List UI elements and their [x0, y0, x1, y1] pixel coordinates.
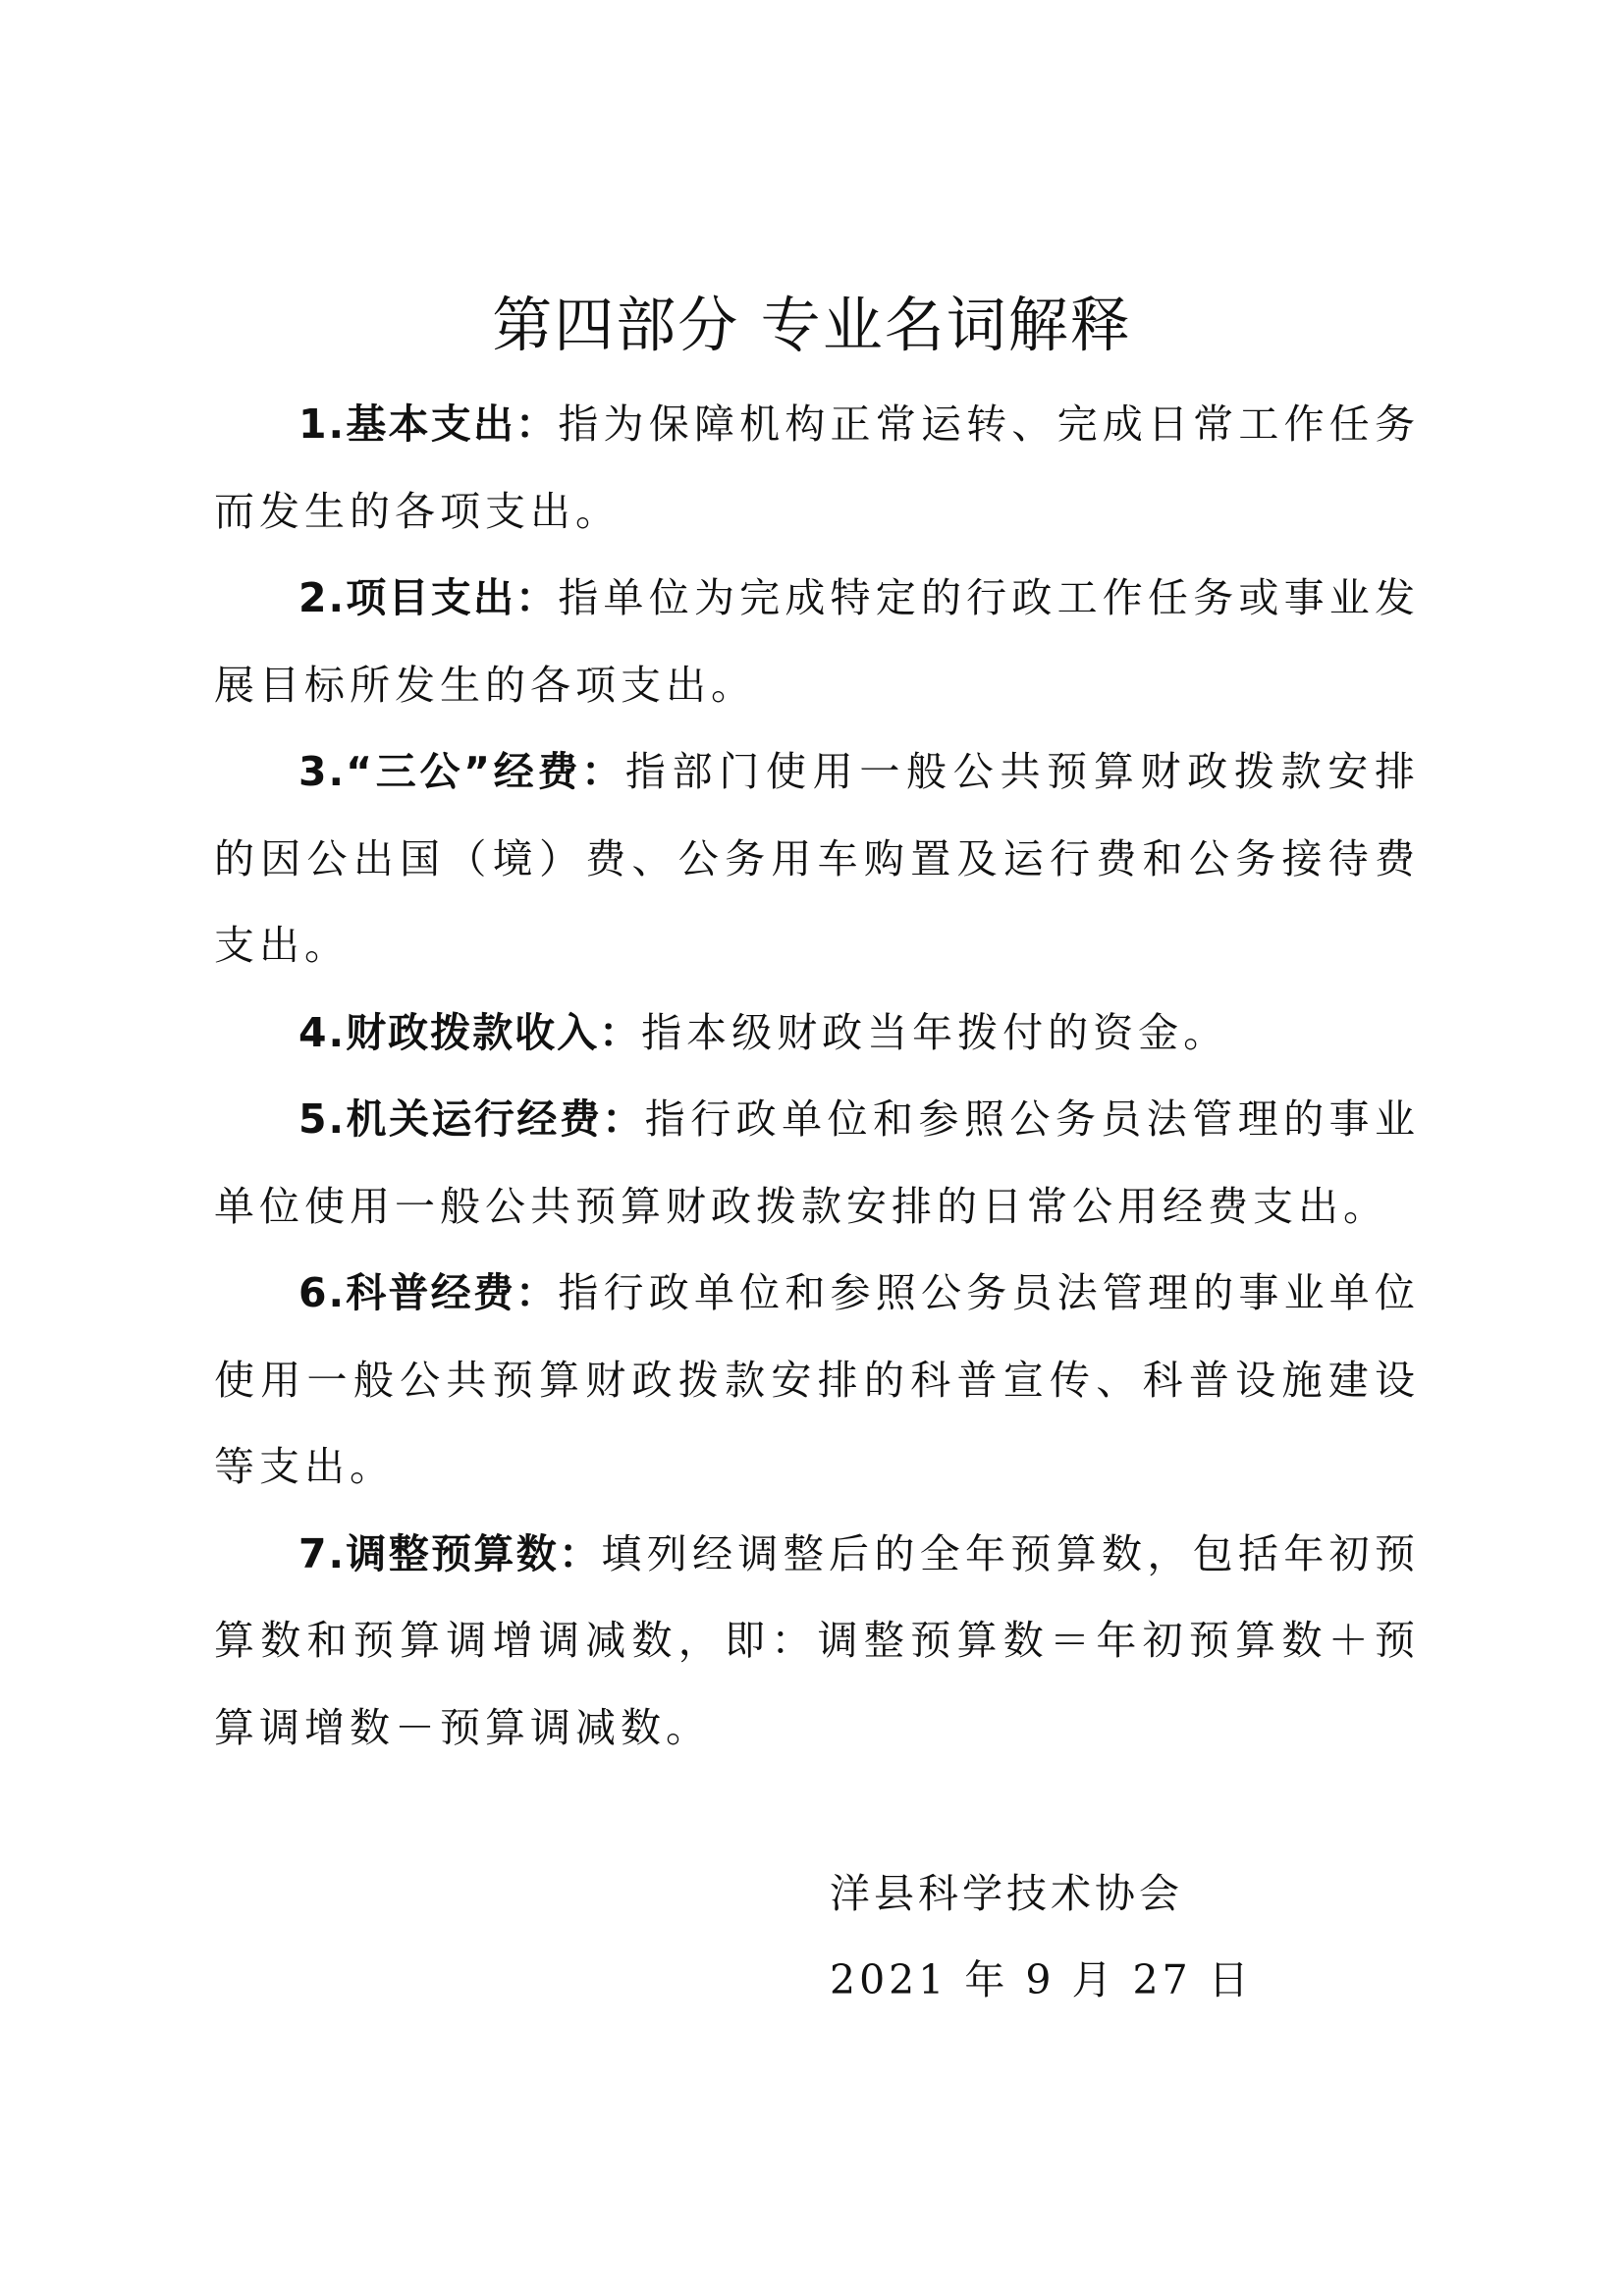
- glossary-item-6: [214, 1250, 1420, 1511]
- signature-organization: 洋县科学技术协会: [830, 1870, 1183, 1917]
- glossary-item-1: [214, 381, 1420, 555]
- glossary-term: 7.调整预算数：: [298, 1529, 602, 1577]
- glossary-item-2: [214, 555, 1420, 728]
- page-title: 第四部分 专业名词解释: [492, 291, 1132, 360]
- glossary-term: 4.财政拨款收入：: [298, 1008, 642, 1056]
- glossary-term: 5.机关运行经费：: [298, 1095, 645, 1143]
- glossary-definition: 填列经调整后的全年预算数，包括年初预算数和预算调增调减数，即：调整预算数＝年初预算数＋预算调增数－预算调减数。: [214, 1529, 1420, 1751]
- glossary-item-5: [214, 1076, 1420, 1250]
- glossary-item-3: [214, 728, 1420, 989]
- glossary-body: [214, 381, 1420, 1771]
- glossary-term: 1.基本支出：: [298, 400, 559, 448]
- glossary-definition: 指单位为完成特定的行政工作任务或事业发展目标所发生的各项支出。: [214, 574, 1420, 709]
- glossary-term: 6.科普经费：: [298, 1269, 559, 1316]
- glossary-item-7: [214, 1511, 1420, 1772]
- glossary-definition: 指本级财政当年拨付的资金。: [641, 1008, 1229, 1056]
- signature-date: 2021 年 9 月 27 日: [830, 1956, 1253, 2003]
- glossary-term: 3.“三公”经费：: [298, 748, 625, 795]
- glossary-definition: 指部门使用一般公共预算财政拨款安排的因公出国（境）费、公务用车购置及运行费和公务接待费支出。: [214, 748, 1421, 969]
- glossary-item-4: [214, 989, 1420, 1077]
- glossary-term: 2.项目支出：: [298, 574, 559, 621]
- signature-block: [830, 1850, 1253, 2023]
- glossary-definition: 指行政单位和参照公务员法管理的事业单位使用一般公共预算财政拨款安排的日常公用经费支出。: [214, 1095, 1420, 1230]
- glossary-definition: 指行政单位和参照公务员法管理的事业单位使用一般公共预算财政拨款安排的科普宣传、科普设施建设等支出。: [214, 1269, 1420, 1490]
- glossary-definition: 指为保障机构正常运转、完成日常工作任务而发生的各项支出。: [214, 400, 1420, 535]
